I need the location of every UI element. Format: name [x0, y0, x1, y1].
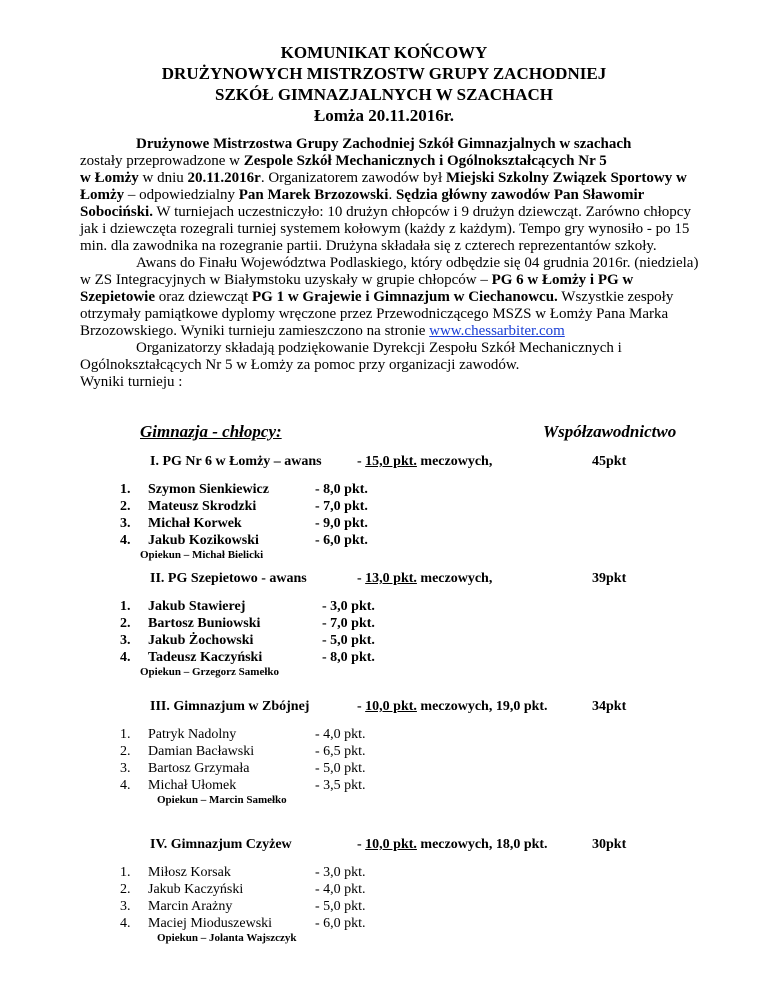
team-3-result-points: 10,0 pkt.	[365, 699, 417, 714]
team-3-player-1	[120, 726, 237, 743]
team-1-result-points: 15,0 pkt.	[365, 454, 417, 469]
section-competition-heading: Współzawodnictwo	[543, 422, 677, 441]
intro-p1-date: 20.11.2016r	[187, 170, 261, 186]
title-line-3: SZKÓŁ GIMNAZJALNYCH W SZACHACH	[214, 85, 553, 104]
player-num: 3.	[120, 761, 131, 776]
player-num: 3.	[120, 516, 131, 531]
player-num: 4.	[120, 778, 131, 793]
title-line-2: DRUŻYNOWYCH MISTRZOSTW GRUPY ZACHODNIEJ	[161, 64, 607, 83]
intro-p1-organizer: Miejski Szkolny Związek Sportowy w Łomży	[80, 170, 687, 203]
intro-p2-text3: Wszystkie zespoły otrzymały pamiątkowe dyplomy wręczone przez Przewodniczącego MSZS w Łomży Pana Marka Brzozowskiego. Wyniki turnieju zamieszczono na stronie	[80, 289, 674, 339]
intro-paragraph-2	[80, 255, 700, 340]
team-1-result	[357, 454, 492, 470]
team-3-result-suffix: meczowych, 19,0 pkt.	[416, 699, 548, 714]
team-2-result	[357, 571, 492, 587]
title-line-1: KOMUNIKAT KOŃCOWY	[280, 43, 488, 62]
intro-p1-dot: .	[388, 187, 396, 203]
intro-p1-school: Zespole Szkół Mechanicznych i Ogólnokształcących Nr 5	[243, 153, 607, 169]
team-2-player-3-pts: - 5,0 pkt.	[322, 633, 375, 648]
player-name: Szymon Sienkiewicz	[148, 482, 269, 497]
team-2-result-points: 13,0 pkt.	[365, 571, 417, 586]
player-num: 3.	[120, 899, 131, 914]
intro-p1-text2: w dniu	[138, 170, 188, 186]
team-3-score: 34pkt	[592, 699, 627, 714]
player-num: 2.	[120, 882, 131, 897]
team-2-result-prefix: -	[357, 571, 366, 586]
team-1-name: I. PG Nr 6 w Łomży – awans	[150, 454, 322, 469]
team-4-player-4-pts: - 6,0 pkt.	[315, 916, 366, 931]
player-name: Mateusz Skrodzki	[148, 499, 257, 514]
team-1-player-1-pts: - 8,0 pkt.	[315, 482, 368, 497]
player-num: 4.	[120, 650, 131, 665]
team-1-player-4	[120, 532, 259, 549]
player-num: 2.	[120, 616, 131, 631]
intro-paragraph-3: Organizatorzy składają podziękowanie Dyrekcji Zespołu Szkół Mechanicznych i Ogólnokształcących Nr 5 w Łomży za pomoc przy organizacji zawodów.	[80, 340, 622, 373]
team-3-player-4-pts: - 3,5 pkt.	[315, 778, 366, 793]
team-2-coach: Opiekun – Grzegorz Samełko	[140, 666, 280, 678]
intro-p1-lead: Drużynowe Mistrzostwa Grupy Zachodniej Szkół Gimnazjalnych w szachach	[136, 136, 632, 152]
team-4-score: 30pkt	[592, 837, 627, 852]
intro-p1-text3: . Organizatorem zawodów był	[260, 170, 446, 186]
player-name: Marcin Arażny	[148, 899, 233, 914]
intro-p1-rest: W turniejach uczestniczyło: 10 drużyn chłopców i 9 drużyn dziewcząt. Zarówno chłopcy jak i dziewczęta rozegrali turniej systemem kołowym (każdy z każdym). Tempo gry wynosiło - po 15 min. dla zawodnika na rozegranie partii. Drużyna składała się z czterech reprezentantów szkoły.	[80, 204, 691, 254]
chessarbiter-link[interactable]: www.chessarbiter.com	[429, 323, 565, 339]
player-name: Maciej Mioduszewski	[148, 916, 273, 931]
intro-p1-city: w Łomży	[80, 170, 139, 186]
section-boys-heading: Gimnazja - chłopcy:	[140, 422, 282, 441]
intro-p2-girls: PG 1 w Grajewie i Gimnazjum w Ciechanowcu.	[252, 289, 558, 305]
team-3-result	[357, 699, 548, 715]
team-2-player-2-pts: - 7,0 pkt.	[322, 616, 375, 631]
team-4-result	[357, 837, 548, 853]
team-3-coach: Opiekun – Marcin Samełko	[157, 794, 287, 806]
player-name: Bartosz Buniowski	[148, 616, 261, 631]
team-4-player-2	[120, 881, 244, 898]
player-name: Tadeusz Kaczyński	[148, 650, 263, 665]
team-4-result-suffix: meczowych, 18,0 pkt.	[416, 837, 548, 852]
team-1-player-2	[120, 498, 257, 515]
team-4-player-1	[120, 864, 231, 881]
intro-p1-responsible: Pan Marek Brzozowski	[238, 187, 389, 203]
team-3-player-3	[120, 760, 250, 777]
team-2-result-suffix: meczowych,	[416, 571, 493, 586]
intro-p2-text2: oraz dziewcząt	[154, 289, 253, 305]
team-2-name: II. PG Szepietowo - awans	[150, 571, 307, 586]
player-num: 2.	[120, 744, 131, 759]
team-2-player-1-pts: - 3,0 pkt.	[322, 599, 375, 614]
player-name: Jakub Kozikowski	[148, 533, 259, 548]
player-num: 4.	[120, 916, 131, 931]
team-1-player-3	[120, 515, 242, 532]
team-1-player-3-pts: - 9,0 pkt.	[315, 516, 368, 531]
team-2-player-3	[120, 632, 254, 649]
title-date: Łomża 20.11.2016r.	[313, 106, 455, 125]
intro-p1-text4: – odpowiedzialny	[124, 187, 239, 203]
intro-p2-text: Awans do Finału Województwa Podlaskiego, który odbędzie się 04 grudnia 2016r. (niedziela) w ZS Integracyjnych w Białymstoku uzyskały w grupie chłopców –	[80, 255, 699, 288]
player-num: 4.	[120, 533, 131, 548]
results-heading: Wyniki turnieju :	[80, 374, 183, 390]
player-num: 3.	[120, 633, 131, 648]
player-num: 1.	[120, 599, 131, 614]
team-4-player-3-pts: - 5,0 pkt.	[315, 899, 366, 914]
player-name: Jakub Stawierej	[148, 599, 246, 614]
intro-paragraph-1	[80, 136, 700, 255]
team-4-name: IV. Gimnazjum Czyżew	[150, 837, 292, 852]
intro-p1-text: zostały przeprowadzone w	[80, 153, 244, 169]
team-4-player-4	[120, 915, 273, 932]
team-1-player-1	[120, 481, 269, 498]
team-3-player-1-pts: - 4,0 pkt.	[315, 727, 366, 742]
player-name: Bartosz Grzymała	[148, 761, 250, 776]
player-name: Michał Korwek	[148, 516, 242, 531]
team-4-player-3	[120, 898, 233, 915]
player-name: Damian Bacławski	[148, 744, 255, 759]
player-num: 2.	[120, 499, 131, 514]
team-3-player-3-pts: - 5,0 pkt.	[315, 761, 366, 776]
team-1-result-prefix: -	[357, 454, 366, 469]
player-num: 1.	[120, 482, 131, 497]
team-2-score: 39pkt	[592, 571, 627, 586]
team-2-player-1	[120, 598, 246, 615]
team-2-player-4-pts: - 8,0 pkt.	[322, 650, 375, 665]
team-3-player-2-pts: - 6,5 pkt.	[315, 744, 366, 759]
team-4-player-2-pts: - 4,0 pkt.	[315, 882, 366, 897]
team-1-player-4-pts: - 6,0 pkt.	[315, 533, 368, 548]
team-1-result-suffix: meczowych,	[416, 454, 493, 469]
player-num: 1.	[120, 865, 131, 880]
team-4-result-prefix: -	[357, 837, 366, 852]
team-4-player-1-pts: - 3,0 pkt.	[315, 865, 366, 880]
team-3-result-prefix: -	[357, 699, 366, 714]
intro-p2-boys: PG 6 w Łomży i PG w Szepietowie	[80, 272, 634, 305]
intro-text	[80, 136, 700, 391]
team-3-name: III. Gimnazjum w Zbójnej	[150, 699, 310, 714]
team-3-player-4	[120, 777, 237, 794]
player-name: Patryk Nadolny	[148, 727, 237, 742]
team-4-coach: Opiekun – Jolanta Wajszczyk	[157, 932, 297, 944]
team-4-result-points: 10,0 pkt.	[365, 837, 417, 852]
player-name: Jakub Kaczyński	[148, 882, 244, 897]
team-3-player-2	[120, 743, 255, 760]
team-2-player-2	[120, 615, 261, 632]
team-1-score: 45pkt	[592, 454, 627, 469]
team-1-player-2-pts: - 7,0 pkt.	[315, 499, 368, 514]
player-num: 1.	[120, 727, 131, 742]
player-name: Jakub Żochowski	[148, 633, 254, 648]
player-name: Miłosz Korsak	[148, 865, 231, 880]
team-2-player-4	[120, 649, 263, 666]
team-1-coach: Opiekun – Michał Bielicki	[140, 549, 264, 561]
player-name: Michał Ułomek	[148, 778, 237, 793]
intro-p1-referee: Sędzia główny zawodów Pan Sławomir Sobociński.	[80, 187, 645, 220]
